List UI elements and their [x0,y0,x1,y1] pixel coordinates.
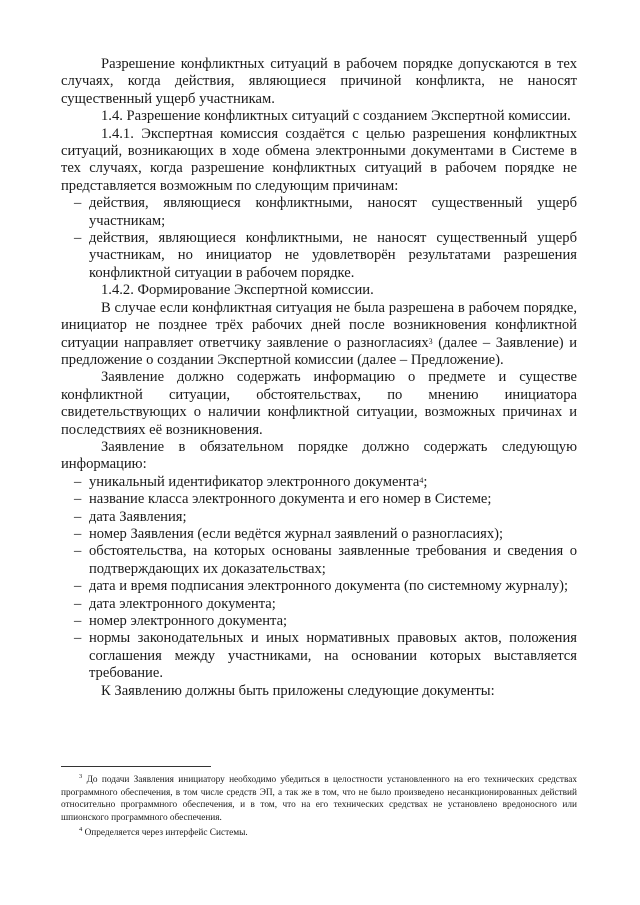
dash-bullet: – [74,525,82,542]
footnote-ref: 4 [419,475,424,485]
dash-bullet: – [74,195,82,212]
dash-bullet: – [74,491,82,508]
footnote-4: $^4$ Определяется через интерфейс Системы. [79,826,248,839]
dash-bullet: – [74,508,82,525]
reasons-list [61,195,577,282]
list-item: – дата и время подписания электронного документа (по системному журналу); [74,578,569,595]
list-item: – номер электронного документа; [74,613,288,629]
list-item: – обстоятельства, на которых основаны заявленные требования и сведения о подтверждающих их доказательствах; [74,543,577,577]
footnote-ref: 3 [428,336,433,346]
paragraph-required-info: Заявление в обязательном порядке должно содержать следующую информацию: [61,438,577,473]
list-item: – уникальный идентификатор электронного документа$^4$; [74,473,428,490]
paragraph-claim-content: Заявление должно содержать информацию о предмете и существе конфликтной ситуации, обстоятельствах, по мнению инициатора свидетельствующих о наличии конфликтной ситуации, возможных причинах и последствиях её возникновения. [61,369,577,438]
section-heading-1-4: 1.4. Разрешение конфликтных ситуаций с созданием Экспертной комиссии. [101,108,571,125]
list-item: – название класса электронного документа и его номер в Системе; [74,491,492,508]
paragraph-1-4-1: 1.4.1. Экспертная комиссия создаётся с целью разрешения конфликтных ситуаций, возникающих в ходе обмена электронными документами в Системе в тех случаях, когда разрешение конфликтных ситуаций в рабочем порядке не представляется возможным по следующим причинам: [61,125,577,194]
document-body [61,56,577,700]
paragraph-conflict-resolution: Разрешение конфликтных ситуаций в рабочем порядке допускаются в тех случаях, когда действия, являющиеся причиной конфликта, не наносят существенный ущерб участникам. [61,56,577,107]
list-item: – нормы законодательных и иных нормативных правовых актов, положения соглашения между участниками, на основании которых выставляется требование. [74,630,577,682]
section-heading-1-4-2: 1.4.2. Формирование Экспертной комиссии. [101,282,374,299]
footnote-divider [61,766,211,767]
dash-bullet: – [74,578,82,595]
footnotes [61,766,577,840]
dash-bullet: – [74,595,82,612]
list-item: – действия, являющиеся конфликтными, не наносят существенный ущерб участникам, но инициатор не удовлетворён результатами разрешения конфликтной ситуации в рабочем порядке. [74,230,577,281]
paragraph-claim-filing: В случае если конфликтная ситуация не была разрешена в рабочем порядке, инициатор не позднее трёх рабочих дней после возникновения конфликтной ситуации направляет ответчику заявление о разногласиях$^3$ (далее – Заявление) и предложение о создании Экспертной комиссии (далее – Предложение). [61,299,578,368]
dash-bullet: – [74,473,82,490]
paragraph-attachments: К Заявлению должны быть приложены следующие документы: [101,682,495,699]
list-item: – действия, являющиеся конфликтными, наносят существенный ущерб участникам; [74,195,577,229]
list-item: – дата Заявления; [74,508,187,525]
footnote-3: $^3$ До подачи Заявления инициатору необходимо убедиться в целостности установленного на его технических средствах программного обеспечения, в том числе средств ЭП, а так же в том, что не было произведено несанкционированных действий относительно программного обеспечения, и в том, что на его технических средствах не установлено вредоносного или шпионского программного обеспечения. [61,773,578,823]
list-item: – номер Заявления (если ведётся журнал заявлений о разногласиях); [74,525,504,542]
dash-bullet: – [74,230,82,247]
list-item: – дата электронного документа; [74,595,276,612]
dash-bullet: – [74,543,82,560]
dash-bullet: – [74,630,82,647]
required-info-list [61,474,577,683]
dash-bullet: – [74,613,82,629]
